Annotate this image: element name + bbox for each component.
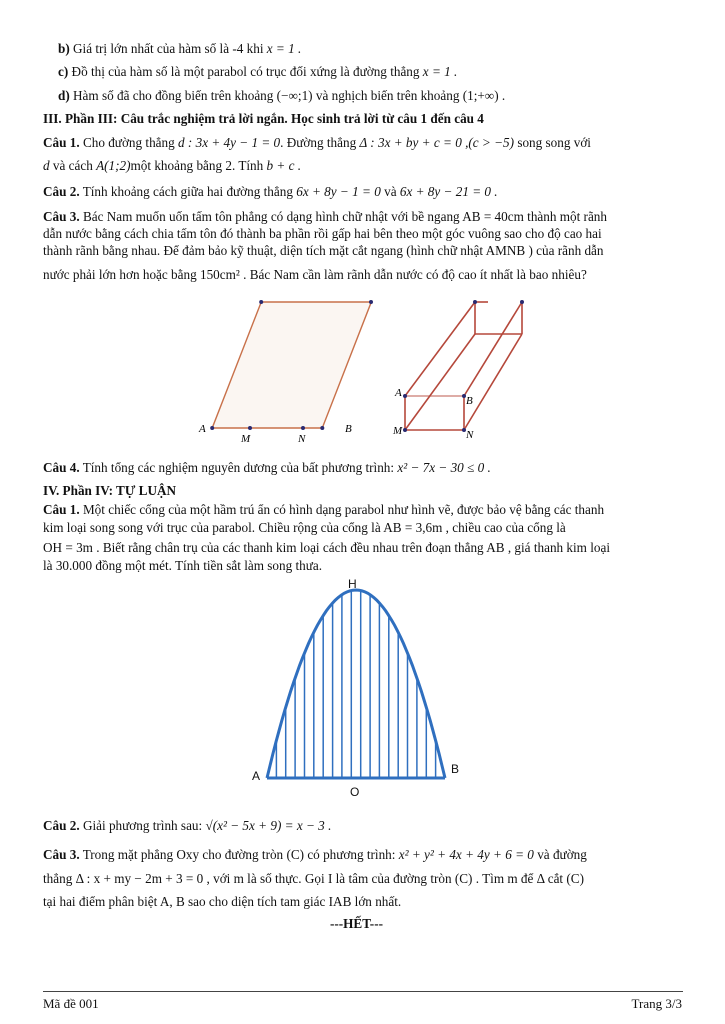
label-n: N [298, 433, 306, 444]
p3-q1-line1: Câu 1. Cho đường thẳng d : 3x + 4y − 1 = 0. Đường thẳng Δ : 3x + by + c = 0 ,(c > −5) song song với [43, 135, 591, 150]
point-top-right [369, 300, 373, 304]
footer-page-number: Trang 3/3 [631, 996, 682, 1011]
channel-label-a: A [395, 387, 402, 399]
channel-point-m [403, 428, 407, 432]
part3-heading: III. Phần III: Câu trắc nghiệm trả lời ngắn. Học sinh trả lời từ câu 1 đến câu 4 [43, 111, 484, 126]
metal-bars [276, 591, 435, 779]
p4-q3-line1: Câu 3. Trong mặt phẳng Oxy cho đường tròn (C) có phương trình: x² + y² + 4x + 4y + 6 = 0 và đường [43, 847, 587, 862]
point-b [320, 426, 324, 430]
part4-heading: IV. Phần IV: TỰ LUẬN [43, 483, 177, 498]
p3-q3-line1: Câu 3. Bác Nam muốn uốn tấm tôn phẳng có dạng hình chữ nhật với bề ngang AB = 40cm thành một rãnh [43, 209, 607, 224]
p4-q3-line3: tại hai điểm phân biệt A, B sao cho diện tích tam giác IAB lớn nhất. [43, 894, 402, 909]
point-n [301, 426, 305, 430]
label-a: A [252, 769, 261, 783]
channel-label-b: B [466, 395, 473, 407]
channel-point-top1 [473, 300, 477, 304]
point-a [210, 426, 214, 430]
figure-water-channel [392, 292, 532, 442]
item-d: d) Hàm số đã cho đồng biến trên khoảng (−∞;1) và nghịch biến trên khoảng (1;+∞) . [58, 88, 506, 103]
point-m [248, 426, 252, 430]
end-marker: ---HẾT--- [330, 916, 383, 931]
channel-point-top2 [520, 300, 524, 304]
p4-q1-line2: kim loại song song với trục của parabol. Chiều rộng của cổng là AB = 3,6m , chiều cao của cổng là [43, 520, 566, 535]
p3-q4: Câu 4. Tính tổng các nghiệm nguyên dương của bất phương trình: x² − 7x − 30 ≤ 0 . [43, 460, 491, 475]
label-o: O [350, 785, 360, 799]
p4-q2: Câu 2. Giải phương trình sau: √(x² − 5x + 9) = x − 3 . [43, 818, 332, 833]
label-b: B [451, 762, 460, 776]
figure-parabolic-gate [240, 572, 470, 804]
footer-divider [43, 991, 683, 992]
p3-q3-line4: nước phải lớn hơn hoặc bằng 150cm² . Bác Nam cần làm rãnh dẫn nước có độ cao ít nhất là bao nhiêu? [43, 267, 587, 282]
figure-sheet-parallelogram [195, 292, 375, 444]
point-top-left [259, 300, 263, 304]
footer-exam-code: Mã đề 001 [43, 996, 99, 1011]
p4-q1-line3: OH = 3m . Biết rằng chân trụ của các thanh kim loại cách đều nhau trên đoạn thẳng AB , giá thanh kim loại [43, 540, 611, 555]
p3-q3-line2: dẫn nước bằng cách chia tấm tôn đó thành ba phần rồi gấp hai bên theo một góc vuông sao cho độ cao hai [43, 226, 602, 241]
channel-label-m: M [393, 425, 403, 437]
parabola-arch [267, 590, 445, 778]
p4-q1-line1: Câu 1. Một chiếc cổng của một hầm trú ẩn có hình dạng parabol như hình vẽ, được bảo vệ bằng các thanh [43, 502, 605, 517]
p3-q2: Câu 2. Tính khoảng cách giữa hai đường thẳng 6x + 8y − 1 = 0 và 6x + 8y − 21 = 0 . [43, 184, 498, 199]
item-c: c) Đồ thị của hàm số là một parabol có trục đối xứng là đường thẳng x = 1 . [58, 64, 458, 79]
label-a: A [199, 423, 206, 435]
label-b: B [345, 423, 352, 435]
label-h: H [348, 577, 357, 591]
p3-q1-line2: d và cách A(1;2)một khoảng bằng 2. Tính b + c . [43, 158, 302, 173]
p4-q1-line4: là 30.000 đồng một mét. Tính tiền sắt làm song thưa. [43, 558, 323, 573]
channel-label-n: N [466, 429, 474, 441]
label-m: M [241, 433, 251, 444]
sheet-shape [212, 302, 371, 428]
p3-q3-line3: thành rãnh bằng nhau. Để đảm bảo kỹ thuật, diện tích mặt cắt ngang (hình chữ nhật AMNB ) của rãnh dẫn [43, 243, 604, 258]
p4-q3-line2: thẳng Δ : x + my − 2m + 3 = 0 , với m là số thực. Gọi I là tâm của đường tròn (C) . Tìm m để Δ cắt (C) [43, 871, 584, 886]
item-b: b) Giá trị lớn nhất của hàm số là -4 khi x = 1 . [58, 41, 302, 56]
channel-point-a [403, 394, 407, 398]
